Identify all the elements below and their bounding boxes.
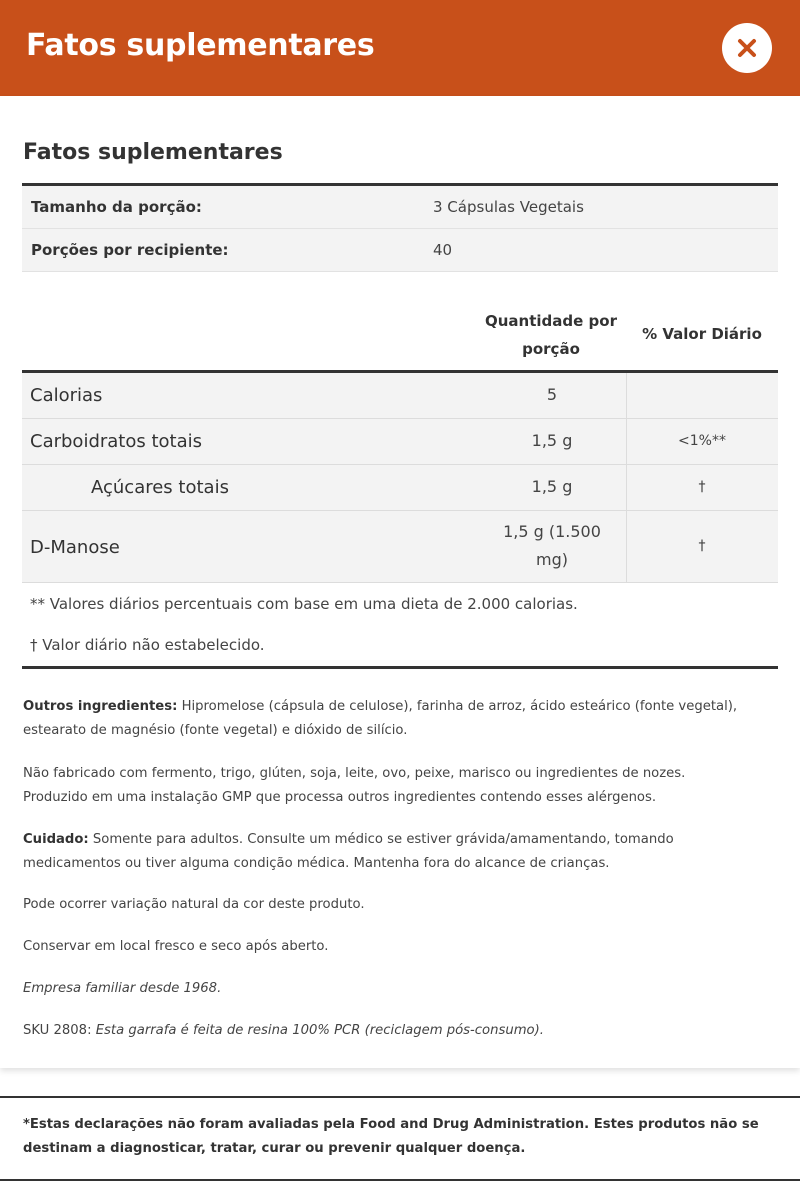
nutrient-row-carbohydrates <box>22 419 778 465</box>
nutrient-dv: † <box>698 538 706 554</box>
allergen-line-2: Produzido em uma instalação GMP que processa outros ingredientes contendo esses alérgenos. <box>23 790 657 805</box>
footnote-not-established: † Valor diário não estabelecido. <box>30 636 265 654</box>
sku-label: SKU 2808: <box>23 1023 96 1038</box>
column-divider <box>626 373 627 418</box>
nutrient-dv: † <box>698 479 706 495</box>
close-icon <box>737 38 757 58</box>
serving-size-label: Tamanho da porção: <box>31 198 202 216</box>
color-variation-note: Pode ocorrer variação natural da cor deste produto. <box>23 897 365 912</box>
amount-header-line1: Quantidade por <box>485 312 617 330</box>
nutrient-amount-line2: mg) <box>536 550 568 569</box>
servings-value: 40 <box>433 241 453 259</box>
nutrient-amount: 1,5 g <box>531 477 573 496</box>
other-ingredients-label: Outros ingredientes: <box>23 699 178 714</box>
servings-per-container-row <box>22 229 778 272</box>
footnote-daily-values: ** Valores diários percentuais com base em uma dieta de 2.000 calorias. <box>30 595 578 613</box>
daily-value-header: % Valor Diário <box>642 325 762 343</box>
nutrient-name: Calorias <box>30 385 103 406</box>
storage-note: Conservar em local fresco e seco após aberto. <box>23 939 329 954</box>
disclaimer-bottom-rule <box>0 1179 800 1181</box>
modal-title: Fatos suplementares <box>26 28 375 63</box>
fda-disclaimer <box>23 1113 783 1161</box>
facts-bottom-rule <box>22 666 778 669</box>
disclaimer-top-rule <box>0 1096 800 1098</box>
allergen-statement <box>23 762 783 810</box>
facts-heading: Fatos suplementares <box>23 140 283 165</box>
serving-size-value: 3 Cápsulas Vegetais <box>433 198 584 216</box>
sku-note-text: Esta garrafa é feita de resina 100% PCR (reciclagem pós-consumo). <box>95 1023 544 1038</box>
amount-per-serving-header <box>476 307 626 363</box>
serving-size-row <box>22 186 778 229</box>
nutrient-name: Carboidratos totais <box>30 431 203 452</box>
nutrient-row-sugars <box>22 465 778 511</box>
amount-header-line2: porção <box>522 340 580 358</box>
other-ingredients <box>23 695 783 743</box>
nutrient-row-calories <box>22 373 778 419</box>
nutrient-amount: 1,5 g <box>531 431 573 450</box>
close-button[interactable] <box>722 23 772 73</box>
other-ingredients-text: Hipromelose (cápsula de celulose), farinha de arroz, ácido esteárico (fonte vegetal), <box>177 699 738 714</box>
nutrient-amount: 5 <box>546 385 558 404</box>
modal-header <box>0 0 800 96</box>
other-ingredients-text-2: estearato de magnésio (fonte vegetal) e dióxido de silício. <box>23 723 408 738</box>
nutrient-amount <box>490 518 614 574</box>
caution-statement <box>23 828 783 876</box>
nutrient-row-d-mannose <box>22 511 778 583</box>
nutrient-dv: <1%** <box>678 433 726 449</box>
family-business-note <box>23 977 783 1001</box>
family-business-text: Empresa familiar desde 1968. <box>23 981 222 996</box>
nutrient-amount-line1: 1,5 g (1.500 <box>503 522 601 541</box>
caution-text: Somente para adultos. Consulte um médico se estiver grávida/amamentando, tomando <box>88 832 674 847</box>
disclaimer-line-1: *Estas declarações não foram avaliadas pela Food and Drug Administration. Estes produtos não se <box>23 1117 759 1132</box>
caution-label: Cuidado: <box>23 832 89 847</box>
caution-text-2: medicamentos ou tiver alguma condição médica. Mantenha fora do alcance de crianças. <box>23 856 610 871</box>
allergen-line-1: Não fabricado com fermento, trigo, glúten, soja, leite, ovo, peixe, marisco ou ingredientes de nozes. <box>23 766 686 781</box>
servings-label: Porções por recipiente: <box>31 241 229 259</box>
sku-note <box>23 1019 783 1043</box>
nutrient-name: Açúcares totais <box>91 477 229 498</box>
nutrient-name: D-Manose <box>30 537 120 558</box>
disclaimer-line-2: destinam a diagnosticar, tratar, curar ou prevenir qualquer doença. <box>23 1141 526 1156</box>
